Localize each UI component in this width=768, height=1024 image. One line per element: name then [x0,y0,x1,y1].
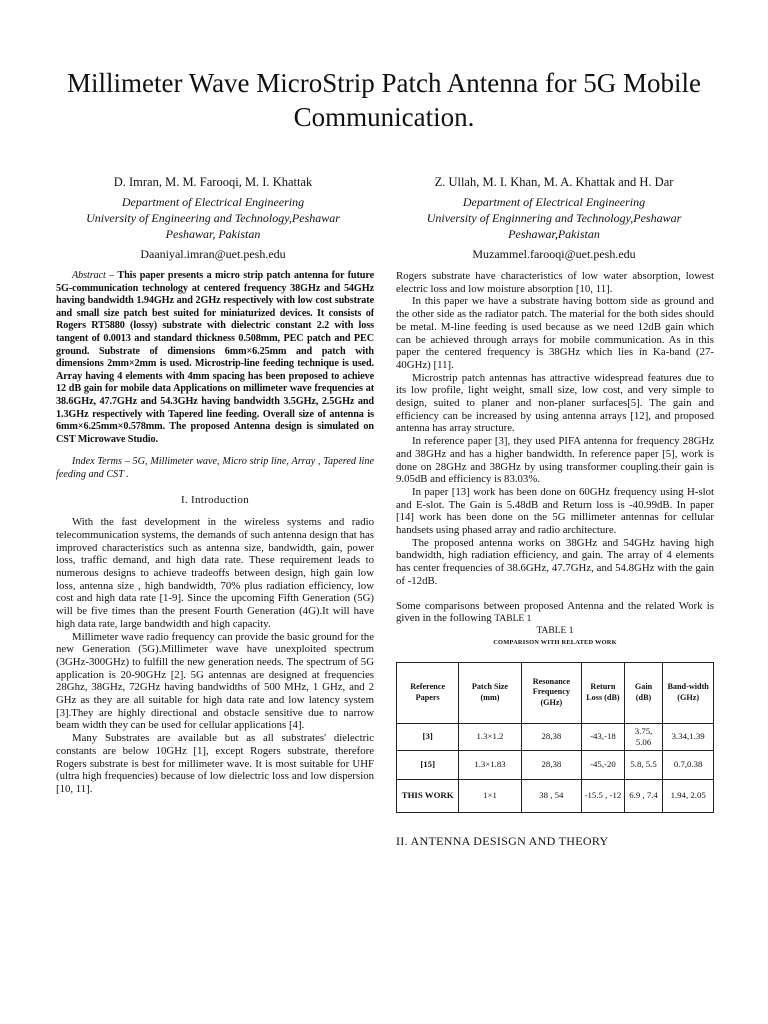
table-cell: [15] [397,750,459,779]
table-header-cell: Resonance Frequency (GHz) [521,662,581,723]
table-cell: -45,-20 [582,750,625,779]
comparison-intro [396,600,714,626]
table-header-cell: Return Loss (dB) [582,662,625,723]
section-heading-introduction: I. Introduction [180,493,250,506]
table-cell: 6.9 , 7.4 [624,779,663,812]
table-header-cell: Reference Papers [397,662,459,723]
comparison-intro-text: Some comparisons between proposed Antenna and the related Work is given in the following [396,599,714,625]
table-inline-ref: TABLE 1 [494,614,532,625]
intro-paragraph: With the fast development in the wireless systems and radio telecommunication systems, the demands of such antenna design that has improved characteristics such as antenna size, bandwidth, gain, power loss, traffic demand, and high data rate. These requirement leads to numerous designs to achieve tradeoffs between design, high gain low loss, antenna size , high bandwidth, 70% plus radiation efficiency, low cost and high data rate [1-9]. Since the upcoming Fifth Generation (5G) will be five times than the present Fourth Generation (4G).It will have high data rate, large bandwidth and high capacity. [56,516,374,630]
table-cell: 1.94, 2.05 [663,779,714,812]
author-names: D. Imran, M. M. Farooqi, M. I. Khattak [113,175,313,189]
author-department: Department of Electrical Engineering [462,195,646,209]
author-university: University of Engineering and Technology,Peshawar [86,211,340,225]
table-cell: -15.5 , -12 [582,779,625,812]
table-caption: COMPARISON WITH RELATED WORK [493,638,617,646]
table-cell: 28,38 [521,750,581,779]
body-paragraph: Rogers substrate have characteristics of low water absorption, lowest electric loss and low moisture absorption [10, 11]. [396,270,714,295]
index-terms: Index Terms – 5G, Millimeter wave, Micro strip line, Array , Tapered line feeding and CST . [56,456,374,480]
table-cell: THIS WORK [397,779,459,812]
table-cell: 38 , 54 [521,779,581,812]
right-column [396,270,714,857]
table-cell: 3.75, 5.06 [624,723,663,750]
table-cell: 3.34,1.39 [663,723,714,750]
table-label: TABLE 1 [536,625,574,636]
author-block-left [48,174,378,262]
author-city: Peshawar, Pakistan [165,227,261,241]
body-paragraph: In paper [13] work has been done on 60GHz frequency using H-slot and E-slot. The Gain is 5.48dB and Return loss is -40.99dB. In paper [14] work has been done on the 5G millimeter antennas for cellular handsets using phased array and radio architecture. [396,485,714,537]
author-university: University of Enginnering and Technology,Peshawar [426,211,682,225]
table-cell: 1×1 [459,779,521,812]
table-header-row [397,662,714,723]
table-row [397,779,714,812]
table-cell: [3] [397,723,459,750]
table-cell: 1.3×1.2 [459,723,521,750]
body-paragraph: The proposed antenna works on 38GHz and 54GHz having high bandwidth, high radiation efficiency, and gain. The array of 4 elements has center frequencies of 38.6GHz, 47.7GHz, and 54.8GHz with the gain of -12dB. [396,536,714,587]
table-cell: 0.7,0.38 [663,750,714,779]
table-row [397,750,714,779]
intro-paragraph: Millimeter wave radio frequency can provide the basic ground for the new Generation (5G).Millimeter wave have unexploited spectrum (3GHz-300GHz) to fulfill the new generation needs. The spectrum of 5G application is 20-90GHz [2]. 5G antennas are designed at frequencies 28Ghz, 38GHz, 72GHz having bandwidths of 500 MHz, 1 GHz, and 2 GHz as they are all suitable for high data rate and low latency system [3].They are highly directional and obstacle sensitive due to narrow beam width they can be used for cellular applications [4]. [56,630,374,732]
table-header-cell: Gain (dB) [624,662,663,723]
abstract [56,270,374,446]
body-paragraph: In this paper we have a substrate having bottom side as ground and the other side as the radiator patch. The material for the both sides should be metal. M-line feeding is used because as we need 12dB gain which can be achieved through arrays for mobile communication. As in this paper the centered frequency is 38GHz which lies in Ka-band (27-40GHz) [11]. [396,295,714,371]
author-email: Muzammel.farooqi@uet.pesh.edu [472,247,636,261]
section-heading-antenna-design: II. ANTENNA DESISGN AND THEORY [396,833,609,848]
intro-paragraph: Many Substrates are available but as all substrates' dielectric constants are below 10GHz [1], except Rogers substrate, therefore Rogers substrate is best for millimeter wave. It is most suitable for UHF (ultra high frequencies) because of low dielectric loss and low dispersion [10, 11]. [56,732,374,795]
author-department: Department of Electrical Engineering [121,195,305,209]
table-cell: 1.3×1.83 [459,750,521,779]
body-paragraph: Microstrip patch antennas has attractive widespread features due to its low profile, light weight, small size, low cost, and very simple to design, suited to planer and non-planer surfaces[5]. The gain and efficiency can be increased by using antenna arrays [12], and proposed antenna has array structure. [396,371,714,435]
table-cell: 28,38 [521,723,581,750]
left-column [56,270,374,796]
table-cell: 5.8, 5.5 [624,750,663,779]
author-city: Peshawar,Pakistan [508,227,600,241]
abstract-lead: Abstract – [72,270,115,281]
author-block-right [389,174,719,262]
body-paragraph: In reference paper [3], they used PIFA antenna for frequency 28GHz and 38GHz and has a higher bandwidth. In reference paper [5], work is done on 28GHz and 38GHz by using transformer coupling.their gain is 9.05dB and efficiency is 83.03%. [396,435,714,486]
author-names: Z. Ullah, M. I. Khan, M. A. Khattak and H. Dar [434,175,674,189]
comparison-table [396,662,714,813]
abstract-text: This paper presents a micro strip patch antenna for future 5G-communication technology at centered frequency 38GHz and 54GHz having bandwidth 1.94GHz and 2GHz respectively with low cost substrate and small size patch best suited for miniaturized devices. It consists of Rogers RT5880 (lossy) substrate with dielectric constant 2.2 with loss tangent of 0.0013 and standard thickness 0.508mm, PEC patch and PEC ground. Substrate of dimensions 6mm×6.25mm and patch with dimensions 2mm×2mm is used. Microstrip-line feeding technique is used. Array having 4 elements with 4mm spacing has been proposed to achieve 12 dB gain for mobile data Applications on millimeter wave frequencies at 38.6GHz, 47.7GHz and 54.3GHz having bandwidth 3.5GHz, 2.5GHz and 1.3GHz respectively with Tapered line feeding. Overall size of antenna is 6mm×6.25mm×0.578mm. The proposed Antenna design is simulated on CST Microwave Studio. [56,270,374,445]
table-header-cell: Band-width (GHz) [663,662,714,723]
table-header-cell: Patch Size (mm) [459,662,521,723]
author-email: Daaniyal.imran@uet.pesh.edu [140,247,286,261]
paper-title: Millimeter Wave MicroStrip Patch Antenna for 5G Mobile Communication. [67,68,701,132]
table-row [397,723,714,750]
table-cell: -43,-18 [582,723,625,750]
